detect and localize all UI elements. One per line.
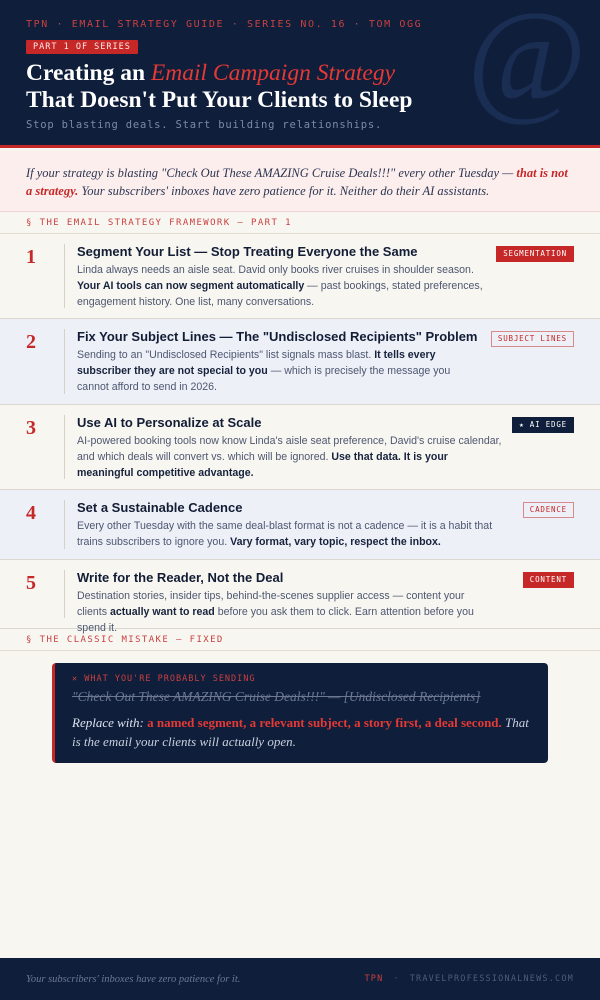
step-number: 4 <box>26 502 36 524</box>
step-card-4 <box>0 490 600 560</box>
footer-brand-name: TPN <box>364 974 384 984</box>
step-body <box>77 433 502 481</box>
section-label-framework: § THE EMAIL STRATEGY FRAMEWORK — PART 1 <box>0 212 600 234</box>
tag-cadence: CADENCE <box>523 502 574 518</box>
step-body-text: Every other Tuesday with the same deal-blast format is not a cadence — it is a habit that trains subscribers to ignore you. <box>77 520 493 548</box>
step-body-text: Sending to an "Undisclosed Recipients" list signals mass blast. <box>77 349 375 361</box>
footer-quote: Your subscribers' inboxes have zero patience for it. <box>26 974 241 985</box>
step-body-bold: actually want to read <box>109 606 215 618</box>
part-badge: PART 1 OF SERIES <box>26 40 138 54</box>
intro-text-b: Your subscribers' inboxes have zero patience for it. Neither do their AI assistants. <box>78 184 490 198</box>
step-title: Write for the Reader, Not the Deal <box>77 570 284 585</box>
step-title: Set a Sustainable Cadence <box>77 500 243 515</box>
footer-separator: · <box>393 974 400 984</box>
step-body-text: — past bookings, stated preferences, engagement history. One list, many conversations. <box>77 280 483 308</box>
step-body-bold: Vary format, vary topic, respect the inbox. <box>230 536 441 548</box>
mistake-replacement <box>72 713 537 751</box>
series-kicker: TPN · EMAIL STRATEGY GUIDE · SERIES NO. 16 · TOM OGG <box>26 19 423 30</box>
step-body-bold: It tells every subscriber they are not special to you <box>77 349 436 377</box>
step-divider <box>64 415 65 479</box>
step-number: 2 <box>26 331 36 353</box>
tag-ai-edge: ★ AI EDGE <box>512 417 574 433</box>
step-body-text: before you ask them to click. Earn attention before you spend it. <box>77 606 474 634</box>
mistake-label: ✕ WHAT YOU'RE PROBABLY SENDING <box>72 674 256 684</box>
step-body-text: — which is precisely the message you cannot afford to send in 2026. <box>77 365 451 393</box>
step-title: Segment Your List — Stop Treating Everyone the Same <box>77 244 418 259</box>
title-prefix: Creating an <box>26 60 151 86</box>
step-card-1 <box>0 234 600 319</box>
replacement-highlight: a named segment, a relevant subject, a story first, a deal second. <box>147 715 502 730</box>
title-highlight: Email Campaign Strategy <box>150 60 396 86</box>
step-divider <box>64 570 65 618</box>
step-title: Use AI to Personalize at Scale <box>77 415 262 430</box>
step-body-text: Linda always needs an aisle seat. David only books river cruises in shoulder season. <box>77 264 474 276</box>
mistake-callout <box>52 663 548 763</box>
step-number: 3 <box>26 417 36 439</box>
step-body <box>77 518 497 550</box>
step-card-5 <box>0 560 600 634</box>
step-body <box>77 262 497 310</box>
section-label-mistake: § THE CLASSIC MISTAKE — FIXED <box>0 629 600 651</box>
step-divider <box>64 329 65 394</box>
step-body-text: Destination stories, insider tips, behind-the-scenes supplier access — content your clients <box>77 590 465 618</box>
replacement-lead: Replace with: <box>72 715 144 730</box>
title-line-2: That Doesn't Put Your Clients to Sleep <box>26 87 413 113</box>
step-body-bold: Your AI tools can now segment automatically <box>77 280 305 292</box>
step-divider <box>64 500 65 549</box>
footer-site-link[interactable]: TRAVELPROFESSIONALNEWS.COM <box>409 974 574 984</box>
replacement-tail: That is the email your clients will actually open. <box>72 715 529 749</box>
step-number: 5 <box>26 572 36 594</box>
step-body-text: AI-powered booking tools now know Linda's aisle seat preference, David's cruise calendar, and which deals will convert vs. which will be ignored. <box>77 435 502 463</box>
tag-subject-lines: SUBJECT LINES <box>491 331 574 347</box>
footer-brand <box>364 974 574 984</box>
footer <box>0 958 600 1000</box>
intro-callout <box>0 151 600 212</box>
intro-text-a: If your strategy is blasting "Check Out These AMAZING Cruise Deals!!!" every other Tuesday — <box>26 166 517 180</box>
step-divider <box>64 244 65 308</box>
page-title <box>26 60 412 114</box>
step-body-bold: Use that data. It is your meaningful competitive advantage. <box>77 451 448 479</box>
tag-segmentation: SEGMENTATION <box>496 246 574 262</box>
mistake-old-subject: "Check Out These AMAZING Cruise Deals!!!" — [Undisclosed Recipients] <box>72 689 481 704</box>
step-card-3 <box>0 405 600 490</box>
step-body <box>77 347 457 395</box>
step-title: Fix Your Subject Lines — The "Undisclosed Recipients" Problem <box>77 329 478 344</box>
at-sign-watermark-icon: @ <box>466 0 586 129</box>
header-banner <box>0 0 600 148</box>
tagline: Stop blasting deals. Start building relationships. <box>26 119 383 131</box>
tag-content: CONTENT <box>523 572 574 588</box>
step-card-2 <box>0 319 600 405</box>
step-number: 1 <box>26 246 36 268</box>
intro-strong: that is not a strategy. <box>26 166 568 198</box>
